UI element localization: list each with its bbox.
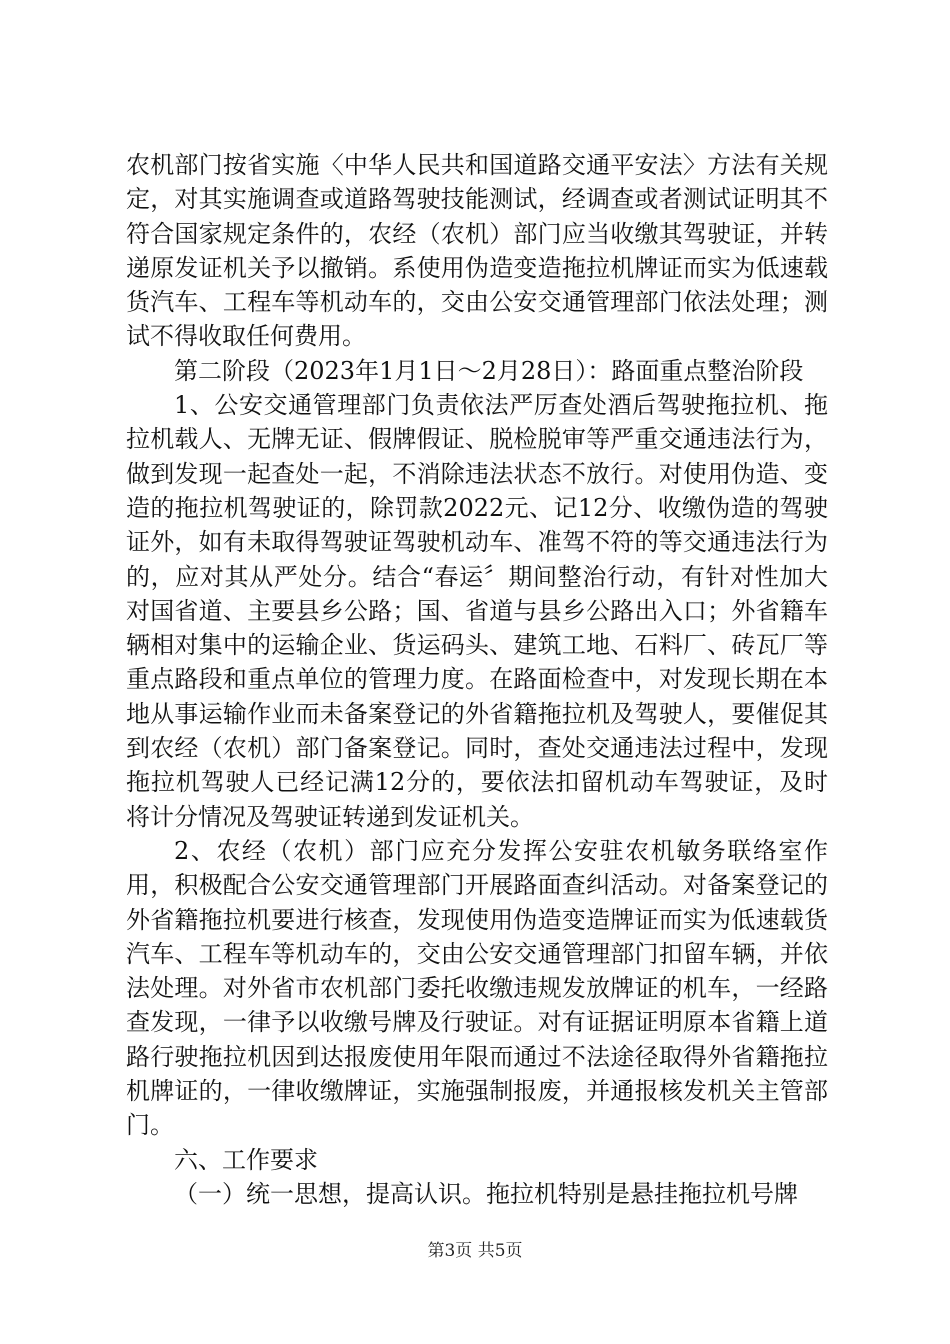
document-body [126, 148, 828, 1211]
paragraph-continuation: 农机部门按省实施〈中华人民共和国道路交通平安法〉方法有关规定，对其实施调查或道路驾驶技能测试，经调查或者测试证明其不符合国家规定条件的，农经（农机）部门应当收缴其驾驶证，并转递原发证机关予以撤销。系使用伪造变造拖拉机牌证而实为低速载货汽车、工程车等机动车的，交由公安交通管理部门依法处理；测试不得收取任何费用。 [126, 151, 828, 351]
paragraph-requirement-1: （一）统一思想，提高认识。拖拉机特别是悬挂拖拉机号牌 [174, 1179, 798, 1208]
paragraph-stage-two-heading: 第二阶段（2023年1月1日～2月28日）：路面重点整治阶段 [174, 356, 804, 385]
paragraph-item-2: 2、农经（农机）部门应充分发挥公安驻农机敏务联络室作用，积极配合公安交通管理部门开展路面查纠活动。对备案登记的外省籍拖拉机要进行核查，发现使用伪造变造牌证而实为低速载货汽车、工程车等机动车的，交由公安交通管理部门扣留车辆，并依法处理。对外省市农机部门委托收缴违规发放牌证的机车，一经路查发现，一律予以收缴号牌及行驶证。对有证据证明原本省籍上道路行驶拖拉机因到达报废使用年限而通过不法途径取得外省籍拖拉机牌证的，一律收缴牌证，实施强制报废，并通报核发机关主管部门。 [126, 836, 828, 1140]
page-footer: 第3页 共5页 [427, 1241, 523, 1261]
section-heading-work-requirements: 六、工作要求 [174, 1145, 318, 1174]
paragraph-item-1: 1、公安交通管理部门负责依法严厉查处酒后驾驶拖拉机、拖拉机载人、无牌无证、假牌假证、脱检脱审等严重交通违法行为，做到发现一起查处一起，不消除违法状态不放行。对使用伪造、变造的拖拉机驾驶证的，除罚款2022元、记12分、收缴伪造的驾驶证外，如有未取得驾驶证驾驶机动车、准驾不符的等交通违法行为的，应对其从严处分。结合“春运〞期间整治行动，有针对性加大对国省道、主要县乡公路；国、省道与县乡公路出入口；外省籍车辆相对集中的运输企业、货运码头、建筑工地、石料厂、砖瓦厂等重点路段和重点单位的管理力度。在路面检查中，对发现长期在本地从事运输作业而未备案登记的外省籍拖拉机及驾驶人，要催促其到农经（农机）部门备案登记。同时，查处交通违法过程中，发现拖拉机驾驶人已经记满12分的，要依法扣留机动车驾驶证，及时将计分情况及驾驶证转递到发证机关。 [126, 391, 828, 831]
